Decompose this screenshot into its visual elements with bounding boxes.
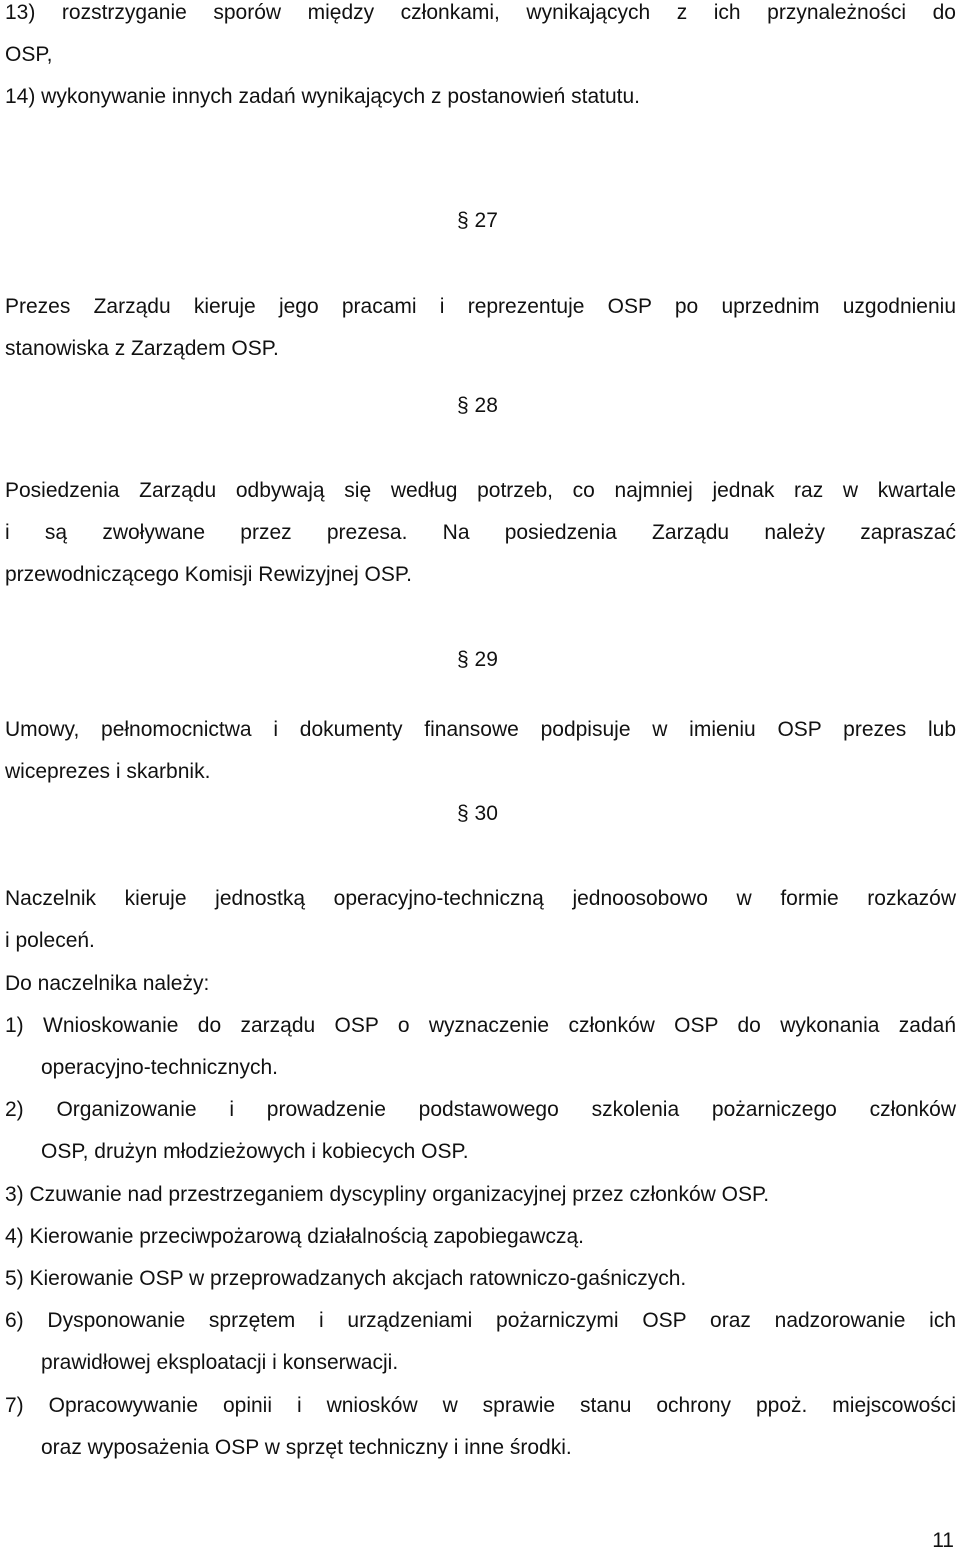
duty-item-4: 4) Kierowanie przeciwpożarową działalnością zapobiegawczą. <box>5 1225 584 1248</box>
section-28-line-3: przewodniczącego Komisji Rewizyjnej OSP. <box>5 563 412 586</box>
duty-item-1-line-1: 1) Wnioskowanie do zarządu OSP o wyznaczenie członków OSP do wykonania zadań <box>5 1014 956 1037</box>
section-29-line-1: Umowy, pełnomocnictwa i dokumenty finansowe podpisuje w imieniu OSP prezes lub <box>5 718 956 741</box>
duty-item-3: 3) Czuwanie nad przestrzeganiem dyscypliny organizacyjnej przez członków OSP. <box>5 1183 770 1206</box>
page-number: 11 <box>932 1529 954 1552</box>
section-27-line-1: Prezes Zarządu kieruje jego pracami i reprezentuje OSP po uprzednim uzgodnieniu <box>5 295 956 318</box>
section-30-heading: § 30 <box>457 802 498 825</box>
duty-item-6-line-2: prawidłowej eksploatacji i konserwacji. <box>41 1351 399 1374</box>
section-28-heading: § 28 <box>457 394 498 417</box>
section-28-line-2: i są zwoływane przez prezesa. Na posiedzenia Zarządu należy zapraszać <box>5 521 956 544</box>
duty-item-6-line-1: 6) Dysponowanie sprzętem i urządzeniami pożarniczymi OSP oraz nadzorowanie ich <box>5 1309 956 1332</box>
section-29-line-2: wiceprezes i skarbnik. <box>5 760 211 783</box>
section-30-line-2: i poleceń. <box>5 929 95 952</box>
section-27-heading: § 27 <box>457 209 498 232</box>
duty-item-2-line-2: OSP, drużyn młodzieżowych i kobiecych OSP. <box>41 1140 469 1163</box>
section-29-heading: § 29 <box>457 648 498 671</box>
item-13-line-1: 13) rozstrzyganie sporów między członkami, wynikających z ich przynależności do <box>5 1 956 24</box>
duty-item-2-line-1: 2) Organizowanie i prowadzenie podstawowego szkolenia pożarniczego członków <box>5 1098 956 1121</box>
duty-item-1-line-2: operacyjno-technicznych. <box>41 1056 278 1079</box>
section-28-line-1: Posiedzenia Zarządu odbywają się według potrzeb, co najmniej jednak raz w kwartale <box>5 479 956 502</box>
duty-item-7-line-2: oraz wyposażenia OSP w sprzęt techniczny i inne środki. <box>41 1436 572 1459</box>
section-30-line-1: Naczelnik kieruje jednostką operacyjno-techniczną jednoosobowo w formie rozkazów <box>5 887 956 910</box>
section-30-intro: Do naczelnika należy: <box>5 972 210 995</box>
section-27-line-2: stanowiska z Zarządem OSP. <box>5 337 279 360</box>
item-14: 14) wykonywanie innych zadań wynikających z postanowień statutu. <box>5 85 641 108</box>
duty-item-5: 5) Kierowanie OSP w przeprowadzanych akcjach ratowniczo-gaśniczych. <box>5 1267 687 1290</box>
item-13-line-2: OSP, <box>5 43 53 66</box>
duty-item-7-line-1: 7) Opracowywanie opinii i wniosków w sprawie stanu ochrony ppoż. miejscowości <box>5 1394 956 1417</box>
